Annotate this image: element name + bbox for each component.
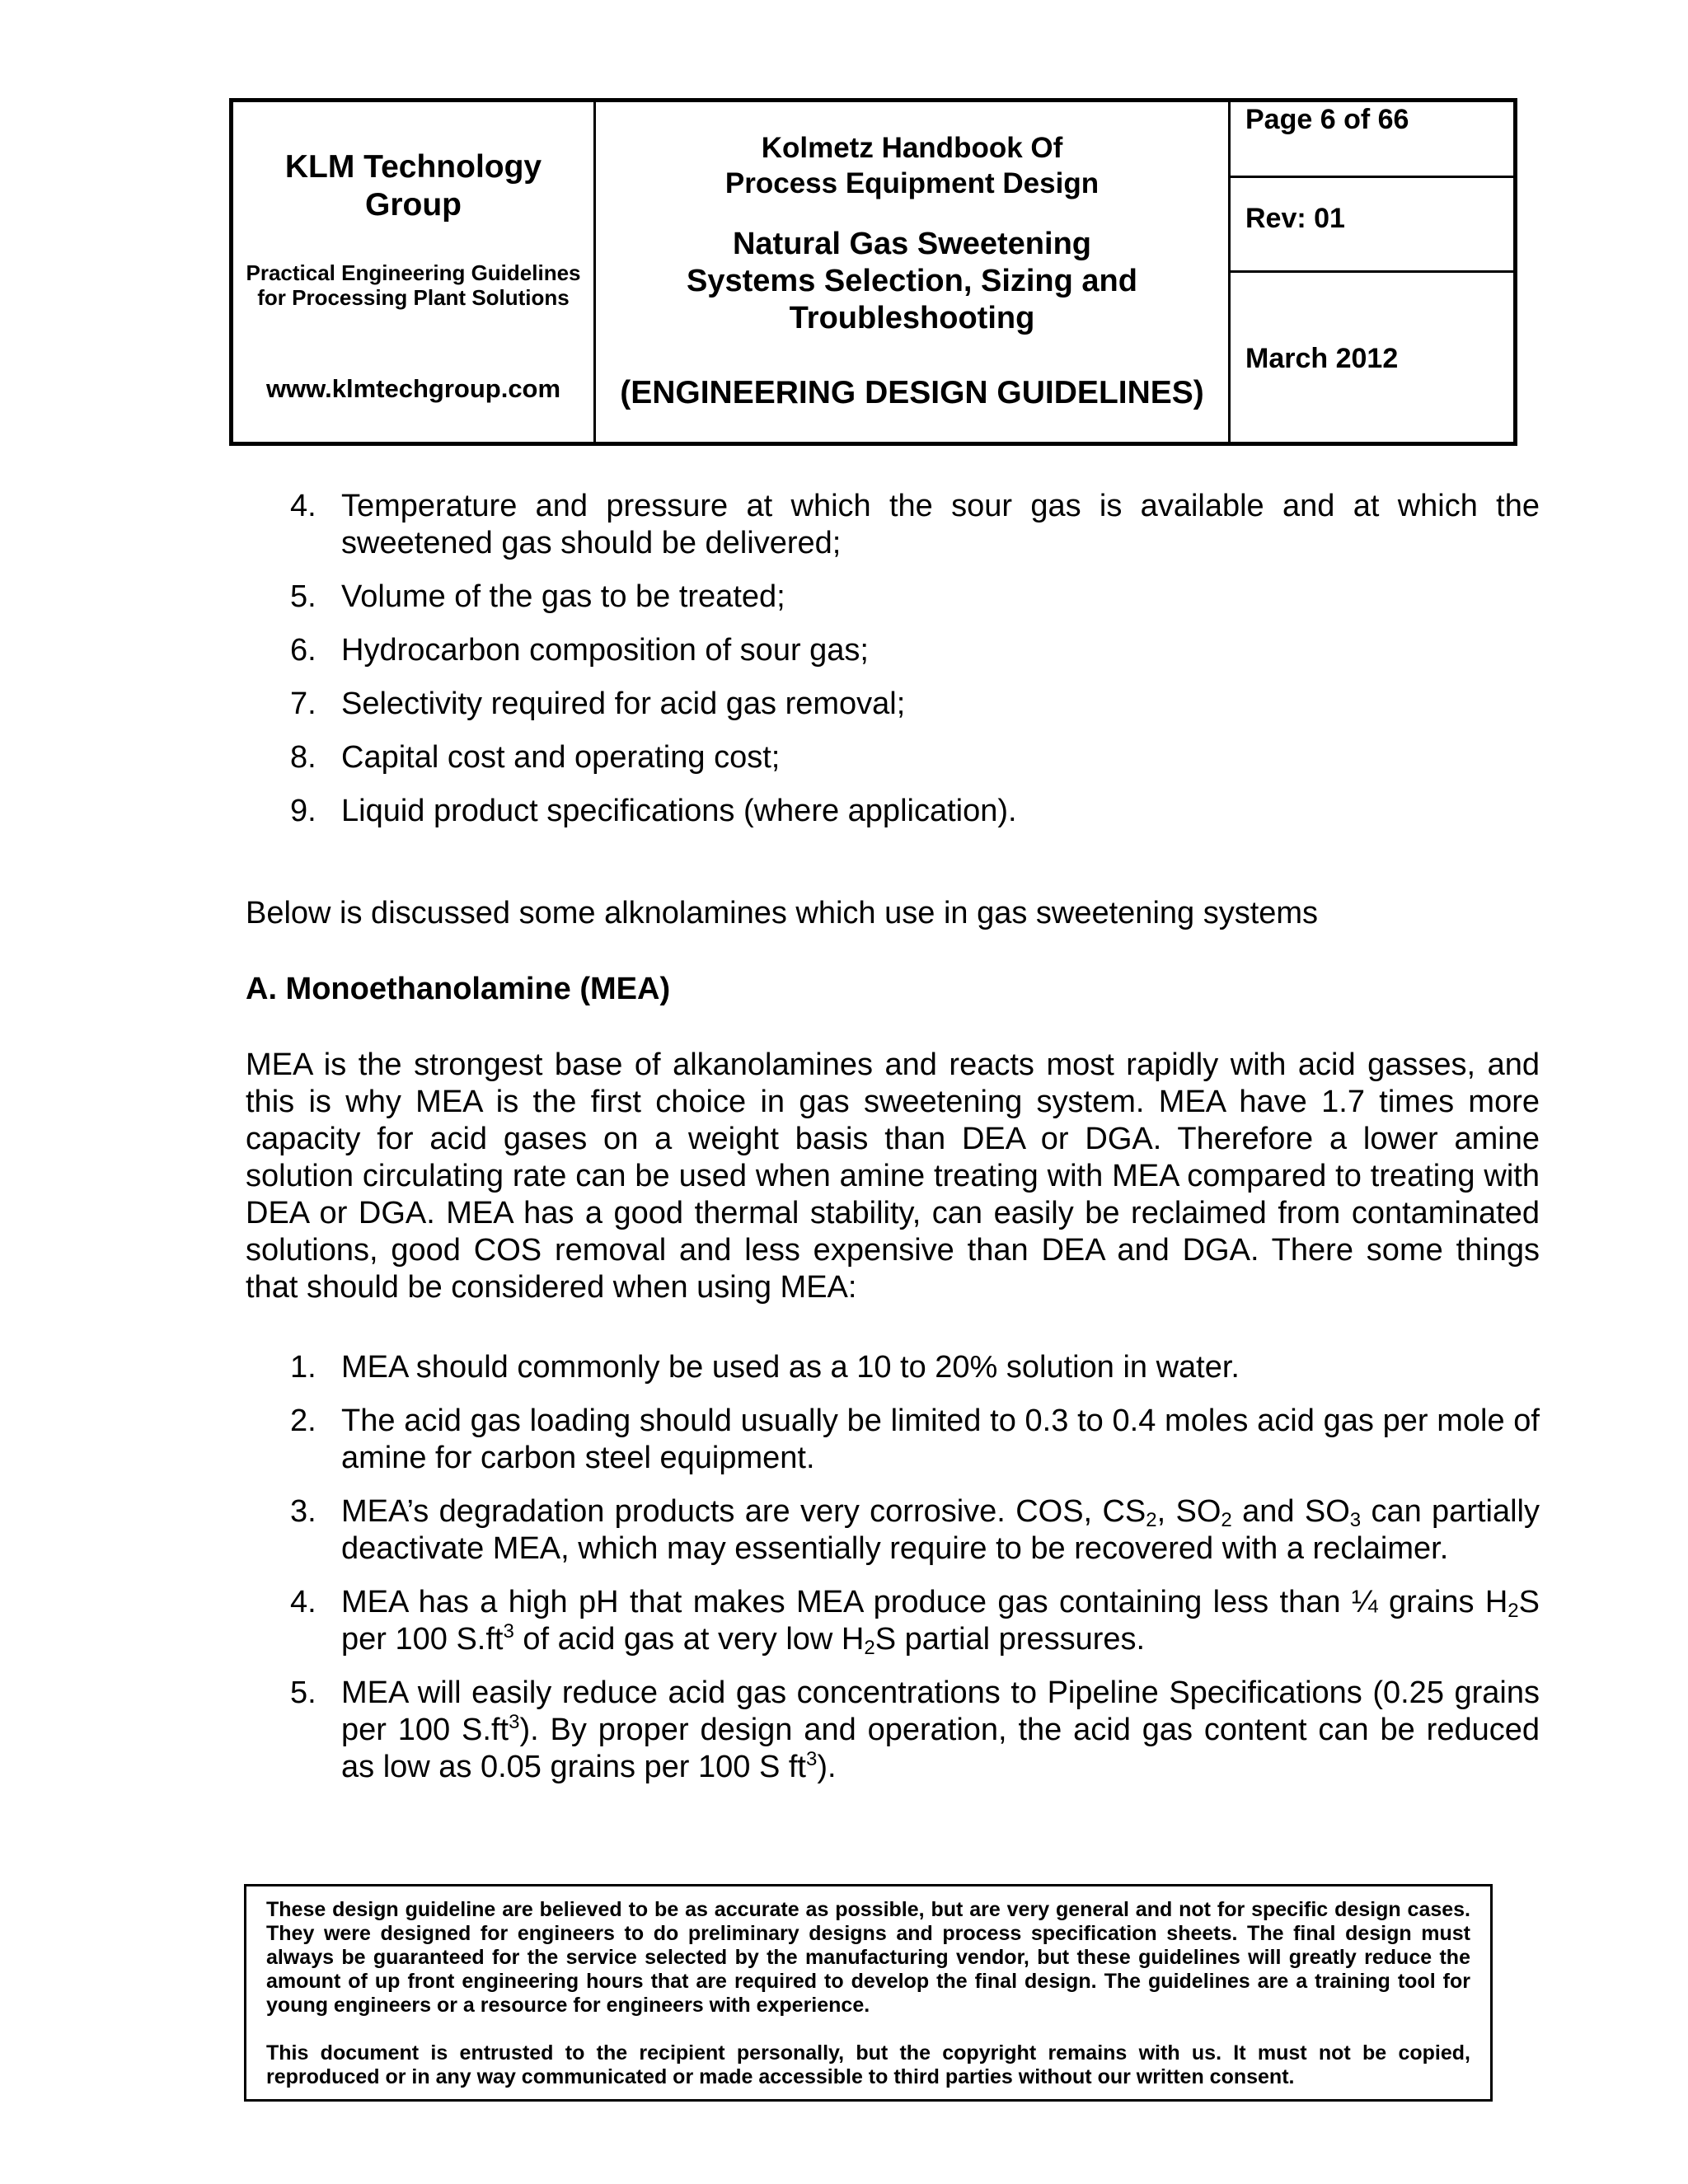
- list-item-text: [341, 1675, 1540, 1784]
- list-item-text: [341, 1494, 1540, 1566]
- text-run: , SO: [1156, 1494, 1221, 1529]
- handbook-title: Kolmetz Handbook Of Process Equipment Design: [724, 132, 1100, 199]
- company-tagline: Practical Engineering Guidelines for Processing Plant Solutions: [246, 260, 581, 310]
- document-type: (ENGINEERING DESIGN GUIDELINES): [620, 375, 1204, 410]
- list-item: [290, 1675, 1540, 1786]
- list-item-number: 6.: [290, 633, 316, 668]
- document-title: Natural Gas Sweetening Systems Selection, Sizing and Troubleshooting: [687, 227, 1137, 335]
- list-item: [290, 793, 1540, 830]
- list-item-text: Volume of the gas to be treated;: [341, 579, 785, 614]
- header-meta-cell: [1231, 102, 1513, 442]
- list-item-text: Liquid product specifications (where application).: [341, 794, 1017, 828]
- list-item: [290, 632, 1540, 669]
- text-run: S partial pressures.: [874, 1622, 1146, 1657]
- list-item: [290, 1584, 1540, 1658]
- list-item: [290, 1349, 1540, 1386]
- intro-paragraph: Below is discussed some alknolamines which use in gas sweetening systems: [246, 896, 1319, 930]
- header-title-cell: [596, 102, 1231, 442]
- list-item-text: Hydrocarbon composition of sour gas;: [341, 633, 869, 668]
- list-item-number: 7.: [290, 687, 316, 721]
- list-item-number: 9.: [290, 794, 316, 828]
- text-run: MEA will easily reduce acid gas concentrations to Pipeline Specifications (0.25 grains per 100 S.ft: [341, 1675, 1540, 1747]
- list-item-number: 4.: [290, 489, 316, 523]
- list-item-number: 5.: [290, 1675, 316, 1710]
- header-company-cell: [233, 102, 596, 442]
- considerations-list: [290, 488, 1540, 846]
- list-item-text: [341, 1585, 1540, 1657]
- list-item-number: 4.: [290, 1585, 316, 1619]
- list-item-number: 5.: [290, 579, 316, 614]
- revision: Rev: 01: [1231, 178, 1513, 273]
- list-item-number: 2.: [290, 1404, 316, 1438]
- text-run: ).: [817, 1750, 837, 1784]
- text-run: and SO: [1231, 1494, 1350, 1529]
- text-run: of acid gas at very low H: [513, 1622, 865, 1657]
- list-item: [290, 488, 1540, 562]
- disclaimer-paragraph: These design guideline are believed to be as accurate as possible, but are very general and not for specific design cases. They were designed for engineers to do preliminary designs and process specification sheets. The final design must always be guaranteed for the service selected by the manufacturing vendor, but these guidelines will greatly reduce the amount of up front engineering hours that are required to develop the final design. The guidelines are a training tool for young engineers or a resource for engineers with experience.: [266, 1898, 1470, 2017]
- superscript: 3: [806, 1748, 818, 1770]
- section-heading: A. Monoethanolamine (MEA): [246, 972, 671, 1006]
- list-item-text: Capital cost and operating cost;: [341, 740, 781, 775]
- subscript: 2: [1507, 1600, 1519, 1622]
- copyright-paragraph: This document is entrusted to the recipient personally, but the copyright remains with us. It must not be copied, reproduced or in any way communicated or made accessible to third parties without our written consent.: [266, 2041, 1470, 2088]
- subscript: 2: [864, 1637, 875, 1659]
- list-item: [290, 686, 1540, 723]
- subscript: 3: [1349, 1509, 1362, 1531]
- list-item-number: 8.: [290, 740, 316, 775]
- list-item-text: Selectivity required for acid gas removal;: [341, 687, 906, 721]
- document-date: March 2012: [1245, 343, 1399, 374]
- list-item: [290, 1493, 1540, 1568]
- superscript: 3: [503, 1620, 514, 1643]
- text-run: MEA’s degradation products are very corrosive. COS, CS: [341, 1494, 1146, 1529]
- mea-considerations-list: [290, 1349, 1540, 1802]
- disclaimer-box: [244, 1884, 1493, 2102]
- superscript: 3: [509, 1711, 520, 1733]
- list-item: [290, 739, 1540, 776]
- list-item-text: Temperature and pressure at which the sour gas is available and at which the sweetened gas should be delivered;: [341, 489, 1540, 560]
- list-item-text: The acid gas loading should usually be limited to 0.3 to 0.4 moles acid gas per mole of amine for carbon steel equipment.: [341, 1404, 1540, 1475]
- company-website: www.klmtechgroup.com: [265, 374, 561, 403]
- page-number: Page 6 of 66: [1231, 102, 1513, 178]
- list-item-number: 3.: [290, 1494, 316, 1529]
- subscript: 2: [1221, 1509, 1232, 1531]
- subscript: 2: [1146, 1509, 1157, 1531]
- list-item: [290, 579, 1540, 616]
- text-run: S per 100 S.ft: [341, 1585, 1540, 1657]
- text-run: can partially deactivate MEA, which may essentially require to be recovered with a reclaimer.: [341, 1494, 1540, 1566]
- list-item: [290, 1403, 1540, 1477]
- mea-paragraph: MEA is the strongest base of alkanolamines and reacts most rapidly with acid gasses, and this is why MEA is the first choice in gas sweetening system. MEA have 1.7 times more capacity for acid gases on a weight basis than DEA or DGA. Therefore a lower amine solution circulating rate can be used when amine treating with MEA compared to treating with DEA or DGA. MEA has a good thermal stability, can easily be reclaimed from contaminated solutions, good COS removal and less expensive than DEA and DGA. There some things that should be considered when using MEA:: [246, 1047, 1540, 1305]
- company-name: KLM Technology Group: [284, 149, 542, 223]
- list-item-text: MEA should commonly be used as a 10 to 20% solution in water.: [341, 1350, 1240, 1385]
- document-header: [229, 98, 1517, 446]
- text-run: ). By proper design and operation, the acid gas content can be reduced as low as 0.05 grains per 100 S ft: [341, 1713, 1540, 1784]
- list-item-number: 1.: [290, 1350, 316, 1385]
- text-run: MEA has a high pH that makes MEA produce gas containing less than ¼ grains H: [341, 1585, 1508, 1619]
